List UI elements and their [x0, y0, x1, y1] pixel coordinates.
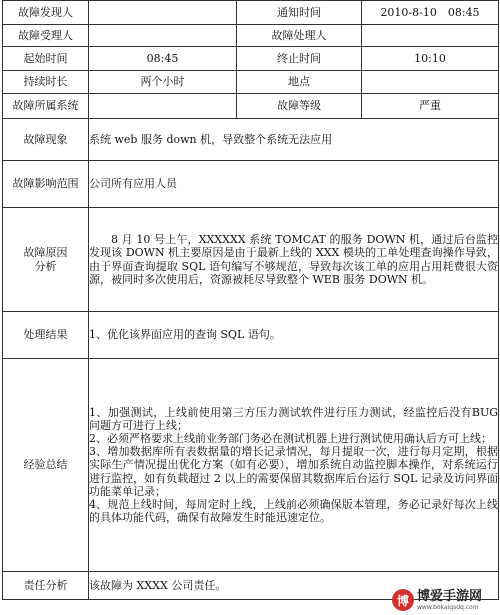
- row-cause: [3, 208, 499, 312]
- value-location: [362, 71, 499, 94]
- label-phenomenon: 故障现象: [3, 119, 89, 161]
- value-notify-time: 2010-8-10 08:45: [362, 1, 499, 25]
- watermark-url: www.bokaiqsdq.com: [417, 603, 479, 611]
- label-location: 地点: [237, 71, 362, 94]
- value-summary: [89, 359, 499, 572]
- summary-item: 3、增加数据库所有表数据量的增长记录情况，每月提取一次，进行每月定期，根据实际生产情况提出优化方案（如有必要），增加系统自动监控脚本操作，对系统运行进行监控，如有负载超过 2 以上的需要保留其数据库后台运行 SQL 记录及访问界面功能菜单记录；: [89, 445, 498, 498]
- value-scope: 公司所有应用人员: [89, 161, 499, 208]
- cause-paragraph: 8 月 10 号上午，XXXXXX 系统 TOMCAT 的服务 DOWN 机，通过后台监控发现该 DOWN 机主要原因是由于最新上线的 XXX 模块的工单处理查询操作导致，由于界面查询提取 SQL 语句编写不够规范，导致每次该工单的应用占用耗费很大资源，被同时多次使用后，资源被耗尽导致整个 WEB 服务 DOWN 机。: [89, 233, 498, 286]
- summary-item: 4、规范上线时间，每周定时上线，上线前必须确保版本管理，务必记录好每次上线的具体功能代码，确保有故障发生时能迅速定位。: [89, 497, 498, 525]
- value-phenomenon: 系统 web 服务 down 机，导致整个系统无法应用: [89, 119, 499, 161]
- label-scope: 故障影响范围: [3, 161, 89, 208]
- label-cause: [3, 208, 89, 312]
- label-severity: 故障等级: [237, 94, 362, 119]
- watermark-logo-icon: 博: [392, 589, 414, 611]
- label-system: 故障所属系统: [3, 94, 89, 119]
- value-discoverer: [89, 1, 237, 25]
- row-system: [3, 94, 499, 119]
- label-handler: 故障处理人: [237, 25, 362, 47]
- label-notify-time: 通知时间: [237, 1, 362, 25]
- summary-item: 1、加强测试，上线前使用第三方压力测试软件进行压力测试，经监控后没有BUG 问题方可进行上线；: [89, 405, 498, 432]
- row-phenomenon: [3, 119, 499, 161]
- label-end-time: 终止时间: [237, 47, 362, 71]
- row-start-time: [3, 47, 499, 71]
- watermark-name: 博爱手游网: [417, 588, 483, 604]
- label-start-time: 起始时间: [3, 47, 89, 71]
- row-receiver: [3, 25, 499, 47]
- value-handler: [362, 25, 499, 47]
- site-watermark: [392, 587, 494, 613]
- row-duration: [3, 71, 499, 94]
- incident-report-table: [2, 0, 499, 600]
- value-system: [89, 94, 237, 119]
- value-receiver: [89, 25, 237, 47]
- row-result: [3, 312, 499, 359]
- summary-item: 2、必须严格要求上线前业务部门务必在测试机器上进行测试使用确认后方可上线；: [89, 432, 492, 446]
- value-start-time: 08:45: [89, 47, 237, 71]
- value-severity: 严重: [362, 94, 499, 119]
- label-discoverer: 故障发现人: [3, 1, 89, 25]
- value-duration: 两个小时: [89, 71, 237, 94]
- value-responsibility: 该故障为 XXXX 公司责任。: [89, 572, 499, 600]
- value-result: 1、优化该界面应用的查询 SQL 语句。: [89, 312, 499, 359]
- value-cause: [89, 208, 499, 312]
- label-summary: 经验总结: [3, 359, 89, 572]
- row-discoverer: [3, 1, 499, 25]
- label-duration: 持续时长: [3, 71, 89, 94]
- label-cause-line2: 分析: [34, 259, 57, 273]
- value-end-time: 10:10: [362, 47, 499, 71]
- row-scope: [3, 161, 499, 208]
- label-result: 处理结果: [3, 312, 89, 359]
- row-summary: [3, 359, 499, 572]
- label-responsibility: 责任分析: [3, 572, 89, 600]
- label-receiver: 故障受理人: [3, 25, 89, 47]
- label-cause-line1: 故障原因: [23, 246, 68, 260]
